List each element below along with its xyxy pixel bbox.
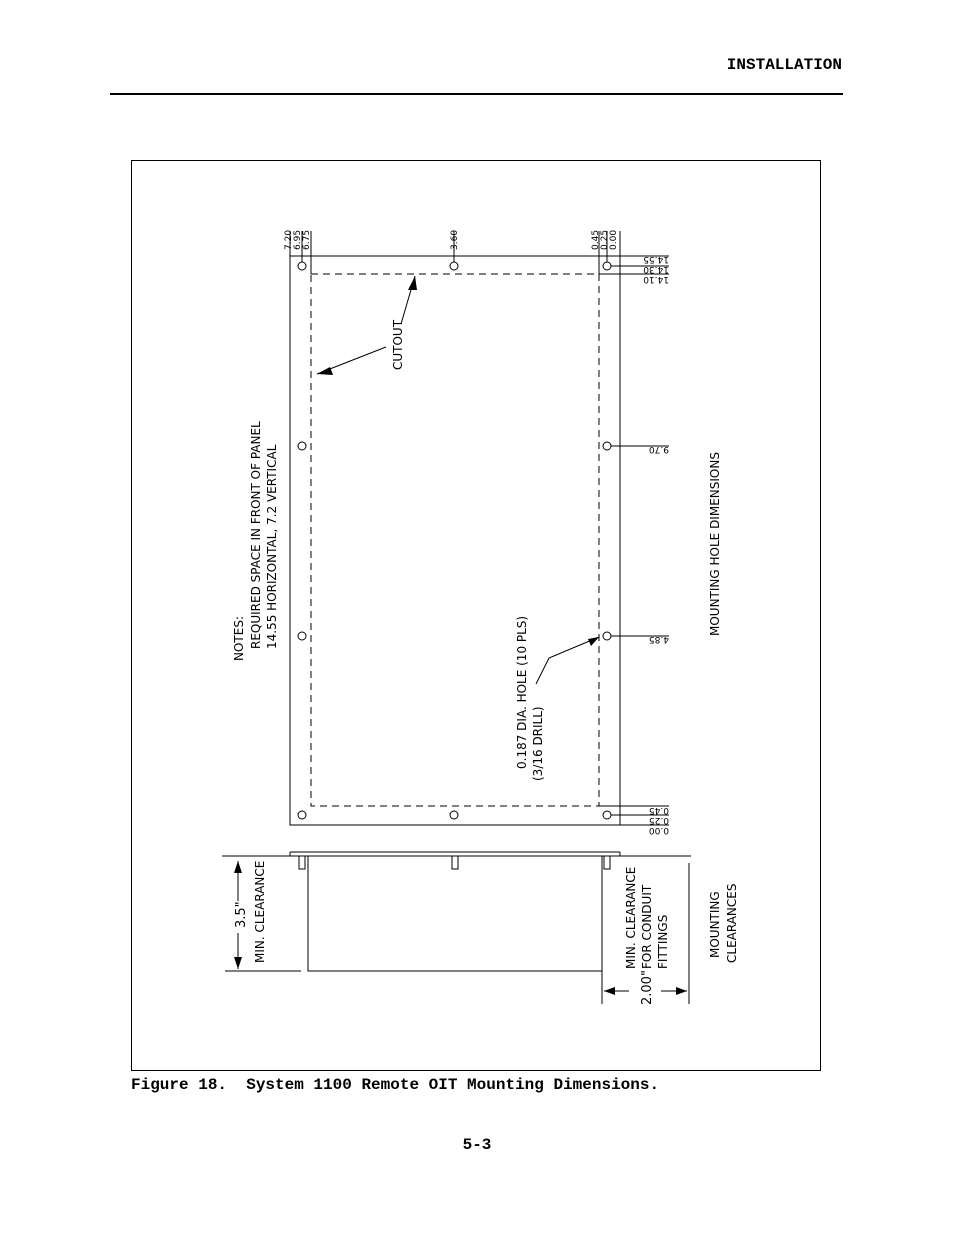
mounting-clearances-label: CLEARANCES	[725, 883, 739, 963]
hole-label: 0.187 DIA. HOLE (10 PLS)	[515, 615, 529, 769]
mounting-hole-dimensions-label: MOUNTING HOLE DIMENSIONS	[708, 452, 722, 636]
mounting-hole	[603, 442, 611, 450]
notes-line-2: 14.55 HORIZONTAL, 7.2 VERTICAL	[265, 444, 279, 649]
conduit-clearance-label: MIN. CLEARANCE	[624, 866, 638, 969]
dim-label: 14.10	[643, 274, 669, 284]
conduit-clearance-label: FITTINGS	[656, 914, 670, 969]
page-number: 5-3	[462, 1136, 492, 1154]
mounting-hole	[298, 442, 306, 450]
dim-label: 0.45	[591, 229, 601, 250]
mounting-hole	[450, 811, 458, 819]
mounting-hole	[603, 632, 611, 640]
mounting-hole	[298, 811, 306, 819]
hole-label-drill: (3/16 DRILL)	[531, 706, 545, 781]
dim-label: 0.45	[648, 805, 669, 815]
figure-frame	[131, 160, 821, 1071]
dim-label: 14.30	[643, 264, 669, 274]
front-clearance-value: 3.5"	[234, 901, 249, 928]
dim-label: 0.00	[648, 825, 669, 835]
mounting-hole	[603, 262, 611, 270]
dim-label: 7.20	[284, 229, 294, 250]
cutout-outline	[311, 274, 599, 806]
dim-label: 0.25	[648, 815, 669, 825]
notes-heading: NOTES:	[232, 616, 246, 661]
figure-caption: Figure 18. System 1100 Remote OIT Mounting Dimensions.	[131, 1076, 660, 1094]
header-rule	[110, 93, 843, 95]
dim-label: 0.25	[600, 229, 610, 250]
dim-label: 0.00	[609, 229, 619, 250]
dim-label: 9.70	[648, 444, 669, 454]
side-clearance-value: 2.00"	[640, 970, 655, 1005]
mounting-hole	[450, 262, 458, 270]
mounting-clearances-label: MOUNTING	[708, 891, 722, 958]
dim-label: 6.95	[293, 229, 303, 250]
min-clearance-label: MIN. CLEARANCE	[253, 860, 267, 963]
conduit-clearance-label: FOR CONDUIT	[640, 884, 654, 969]
mounting-hole	[603, 811, 611, 819]
notes-line-1: REQUIRED SPACE IN FRONT OF PANEL	[249, 421, 263, 649]
dim-label: 3.60	[450, 229, 460, 250]
dim-label: 14.55	[643, 254, 669, 264]
cutout-label: CUTOUT	[391, 319, 405, 370]
mounting-hole	[298, 632, 306, 640]
mounting-dimensions-drawing	[132, 161, 822, 1072]
mounting-hole	[298, 262, 306, 270]
panel-outline	[290, 256, 620, 825]
dim-label: 6.75	[302, 229, 312, 250]
dim-label: 4.85	[648, 634, 669, 644]
section-title: INSTALLATION	[726, 56, 842, 74]
